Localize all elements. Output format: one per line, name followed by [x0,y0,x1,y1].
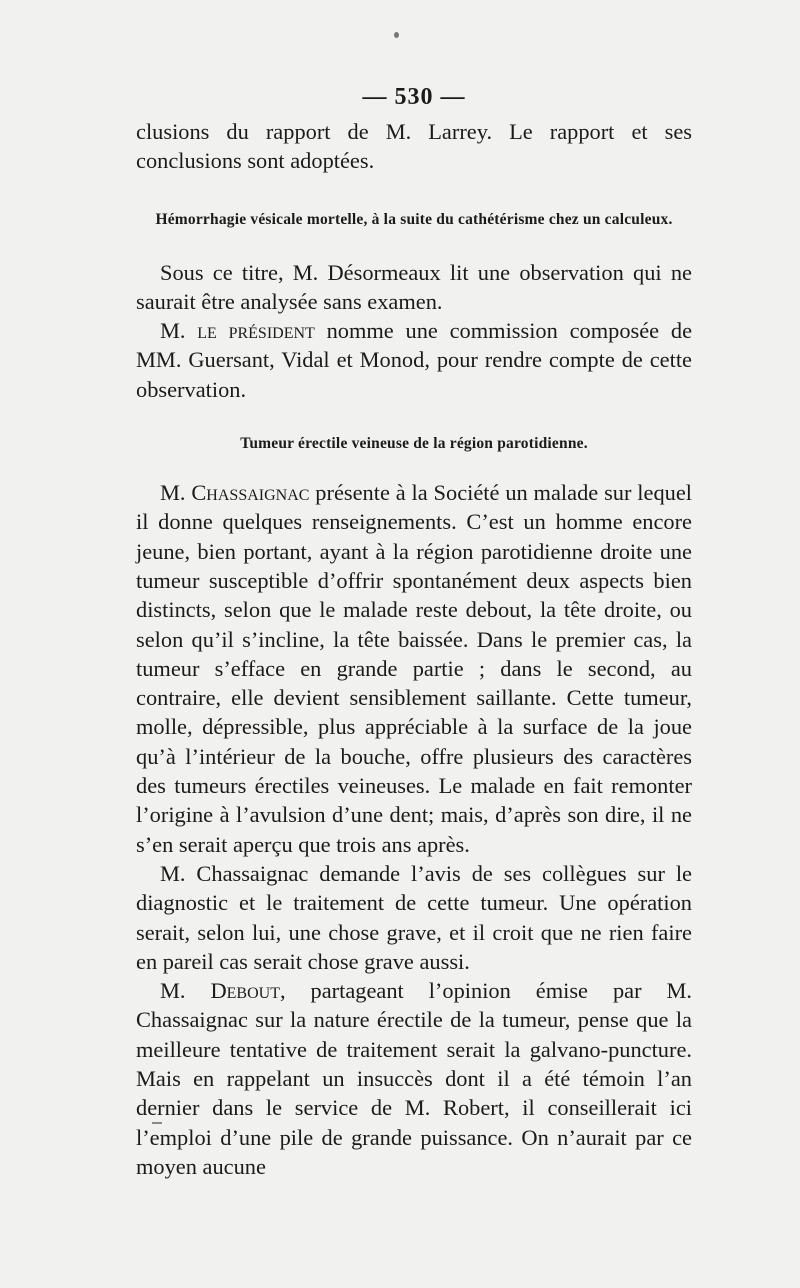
text-rest: nomme une commission composée de MM. Guersant, Vidal et Monod, pour rendre compte de cette observation. [136,318,693,402]
text-lead: M. [160,318,198,344]
paragraph-rapport-conclusions: clusions du rapport de M. Larrey. Le rapport et ses conclusions sont adoptées. [136,119,692,174]
text-lead: M. [160,978,211,1004]
speaker-debout: Debout [210,978,280,1004]
ink-mark [394,32,399,38]
section-heading-tumeur: Tumeur érectile veineuse de la région parotidienne. [240,435,588,453]
paragraph-desormeaux: Sous ce titre, M. Désormeaux lit une observation qui ne saurait être analysée sans examen. [136,259,692,314]
text-rest: présente à la Société un malade sur lequel il donne quelques renseignements. C’est un homme encore jeune, bien portant, ayant à la région parotidienne droite une tumeur susceptible d’offrir spontanément deux aspects bien distincts, selon que le malade reste debout, la tête droite, ou selon qu’il s’incline, la tête baissée. Dans le premier cas, la tumeur s’efface en grande partie ; dans le second, au contraire, elle devient sensiblement saillante. Cette tumeur, molle, dépressible, plus appréciable à la surface de la joue qu’à l’intérieur de la bouche, offre plusieurs des caractères des tumeurs érectiles veineuses. Le malade en fait remonter l’origine à l’avulsion d’une dent; mais, d’après son dire, il ne s’en serait aperçu que trois ans après. [136,480,692,857]
text-rest: , partageant l’opinion émise par M. Chassaignac sur la nature érectile de la tumeur, pense que la meilleure tentative de traitement serait la galvano-puncture. Mais en rappelant un insuccès dont il a été témoin l’an dernier dans le service de M. Robert, il conseillerait ici l’emploi d’une pile de grande puissance. On n’aurait par ce moyen aucune [136,978,692,1179]
paragraph-chassaignac-avis: M. Chassaignac demande l’avis de ses collègues sur le diagnostic et le traitement de cette tumeur. Une opération serait, selon lui, une chose grave, et il croit que ne rien faire en pareil cas serait chose grave aussi. [136,860,692,974]
ink-speck [152,1122,162,1124]
paragraph-commission [136,316,692,404]
paragraph-chassaignac [136,478,692,859]
section-heading-hemorrhagie: Hémorrhagie vésicale mortelle, à la suite du cathétérisme chez un calculeux. [155,210,673,228]
page-number: — 530 — [362,84,466,110]
speaker-le-president: le président [197,318,315,344]
speaker-chassaignac: Chassaignac [191,480,310,506]
paragraph-debout [136,976,692,1181]
text-lead: M. [160,480,192,506]
